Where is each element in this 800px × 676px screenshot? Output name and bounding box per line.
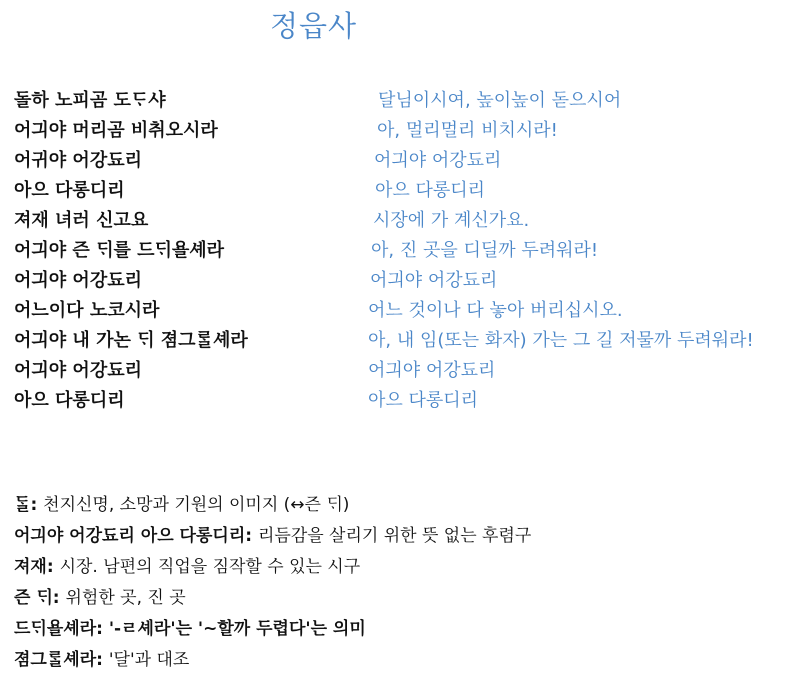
poem-line bbox=[0, 206, 800, 236]
note-text: 시장. 남편의 직업을 짐작할 수 있는 시구 bbox=[59, 557, 361, 577]
note-item bbox=[14, 583, 794, 614]
poem-line bbox=[0, 146, 800, 176]
poem-line bbox=[0, 326, 800, 356]
poem-lines bbox=[0, 86, 800, 416]
note-term: ᄃᆞᆯ bbox=[14, 495, 31, 515]
translation-line: 어긔야 어강됴리 bbox=[368, 360, 496, 381]
note-separator: : bbox=[46, 557, 60, 577]
poem-line bbox=[0, 296, 800, 326]
note-term: 졈그ᄅᆞᆯ셰라 bbox=[14, 650, 97, 670]
original-line: 어긔야 즌 ᄃᆡ를 드ᄃᆡ욜셰라 bbox=[14, 240, 225, 261]
note-text: '달'과 대조 bbox=[108, 650, 190, 670]
original-line: 어긔야 어강됴리 bbox=[14, 270, 142, 291]
note-text: 위험한 곳, 진 곳 bbox=[65, 588, 186, 608]
note-text: '-ㄹ셰라'는 '~할까 두렵다'는 의미 bbox=[108, 619, 366, 639]
translation-line: 아으 다롱디리 bbox=[368, 390, 479, 411]
note-text: 리듬감을 살리기 위한 뜻 없는 후렴구 bbox=[257, 526, 532, 546]
original-line: 어귀야 어강됴리 bbox=[14, 150, 142, 171]
original-line: 어긔야 머리곰 비취오시라 bbox=[14, 120, 218, 141]
translation-line: 어느 것이나 다 놓아 버리십시오. bbox=[368, 300, 623, 321]
poem-line bbox=[0, 86, 800, 116]
poem-title: 정읍사 bbox=[270, 9, 358, 43]
poem-line bbox=[0, 116, 800, 146]
original-line: 어느이다 노코시라 bbox=[14, 300, 160, 321]
original-line: 돌하 노피곰 도ᄃᆞ샤 bbox=[14, 90, 166, 111]
note-separator: : bbox=[245, 526, 258, 546]
note-separator: : bbox=[30, 495, 44, 515]
original-line: 어긔야 어강됴리 bbox=[14, 360, 142, 381]
note-text: 천지신명, 소망과 기원의 이미지 (↔즌 ᄃᆡ) bbox=[43, 495, 350, 515]
translation-line: 시장에 가 계신가요. bbox=[373, 210, 530, 231]
note-separator: : bbox=[96, 650, 109, 670]
translation-line: 아, 내 임(또는 화자) 가는 그 길 저물까 두려워라! bbox=[368, 330, 754, 351]
original-line: 어긔야 내 가논 ᄃᆡ 졈그ᄅᆞᆯ셰라 bbox=[14, 330, 248, 351]
original-line: 져재 녀러 신고요 bbox=[14, 210, 149, 231]
translation-line: 아으 다롱디리 bbox=[375, 180, 486, 201]
poem-line bbox=[0, 356, 800, 386]
note-item bbox=[14, 552, 794, 583]
note-item bbox=[14, 614, 794, 645]
original-line: 아으 다롱디리 bbox=[14, 390, 125, 411]
poem-line bbox=[0, 266, 800, 296]
note-separator: : bbox=[96, 619, 109, 639]
note-term: 어긔야 어강됴리 아으 다롱디리 bbox=[14, 526, 246, 546]
annotation-notes bbox=[14, 490, 794, 676]
translation-line: 아, 진 곳을 디딜까 두려워라! bbox=[371, 240, 599, 261]
translation-line: 달님이시여, 높이높이 돋으시어 bbox=[378, 90, 622, 111]
note-item bbox=[14, 521, 794, 552]
poem-line bbox=[0, 176, 800, 206]
translation-line: 어긔야 어강됴리 bbox=[374, 150, 502, 171]
note-term: 져재 bbox=[14, 557, 47, 577]
original-line: 아으 다롱디리 bbox=[14, 180, 125, 201]
note-term: 즌 ᄃᆡ bbox=[14, 588, 53, 608]
translation-line: 어긔야 어강됴리 bbox=[370, 270, 498, 291]
note-term: 드ᄃᆡ욜셰라 bbox=[14, 619, 97, 639]
translation-line: 아, 멀리멀리 비치시라! bbox=[377, 120, 558, 141]
poem-line bbox=[0, 386, 800, 416]
note-separator: : bbox=[52, 588, 66, 608]
note-item bbox=[14, 490, 794, 521]
note-item bbox=[14, 645, 794, 676]
poem-line bbox=[0, 236, 800, 266]
